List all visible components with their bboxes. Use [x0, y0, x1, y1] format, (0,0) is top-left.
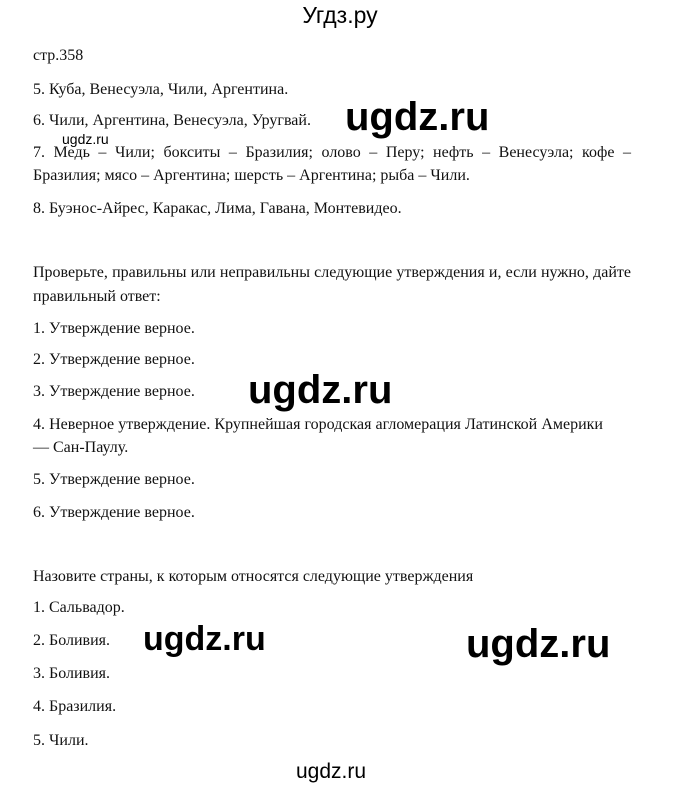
watermark: ugdz.ru [62, 131, 109, 147]
watermark: ugdz.ru [345, 95, 490, 139]
section-heading: Проверьте, правильны или неправильны следующие утверждения и, если нужно, дайте правильный ответ: [33, 264, 631, 305]
answer-item: 6. Чили, Аргентина, Венесуэла, Уругвай. [33, 112, 311, 129]
answer-item: 7. Медь – Чили; бокситы – Бразилия; олово – Перу; нефть – Венесуэла; кофе – Бразилия; мясо – Аргентина; шерсть – Аргентина; рыба – Чили. [33, 144, 631, 184]
answer-item: 4. Бразилия. [33, 698, 117, 715]
answer-item: 8. Буэнос-Айрес, Каракас, Лима, Гавана, Монтевидео. [33, 200, 402, 217]
answer-item: 1. Сальвадор. [33, 599, 125, 616]
section-heading: Назовите страны, к которым относятся следующие утверждения [33, 568, 474, 585]
answer-item: 5. Утверждение верное. [33, 471, 195, 488]
answer-item: 2. Утверждение верное. [33, 351, 195, 368]
site-title: Угдз.ру [302, 2, 378, 28]
answer-item: 5. Куба, Венесуэла, Чили, Аргентина. [33, 81, 289, 98]
footer-watermark: ugdz.ru [296, 760, 367, 783]
answer-item: 1. Утверждение верное. [33, 320, 195, 337]
watermark: ugdz.ru [466, 622, 611, 666]
answer-item: 3. Утверждение верное. [33, 383, 195, 400]
answer-item: 4. Неверное утверждение. Крупнейшая городская агломерация Латинской Америки — Сан-Паулу. [33, 416, 603, 456]
answer-item: 6. Утверждение верное. [33, 504, 195, 521]
watermark: ugdz.ru [248, 368, 393, 412]
answer-item: 2. Боливия. [33, 632, 110, 649]
answer-item: 3. Боливия. [33, 665, 110, 682]
watermark: ugdz.ru [143, 620, 266, 658]
page-reference: стр.358 [33, 47, 84, 64]
answer-item: 5. Чили. [33, 732, 89, 749]
